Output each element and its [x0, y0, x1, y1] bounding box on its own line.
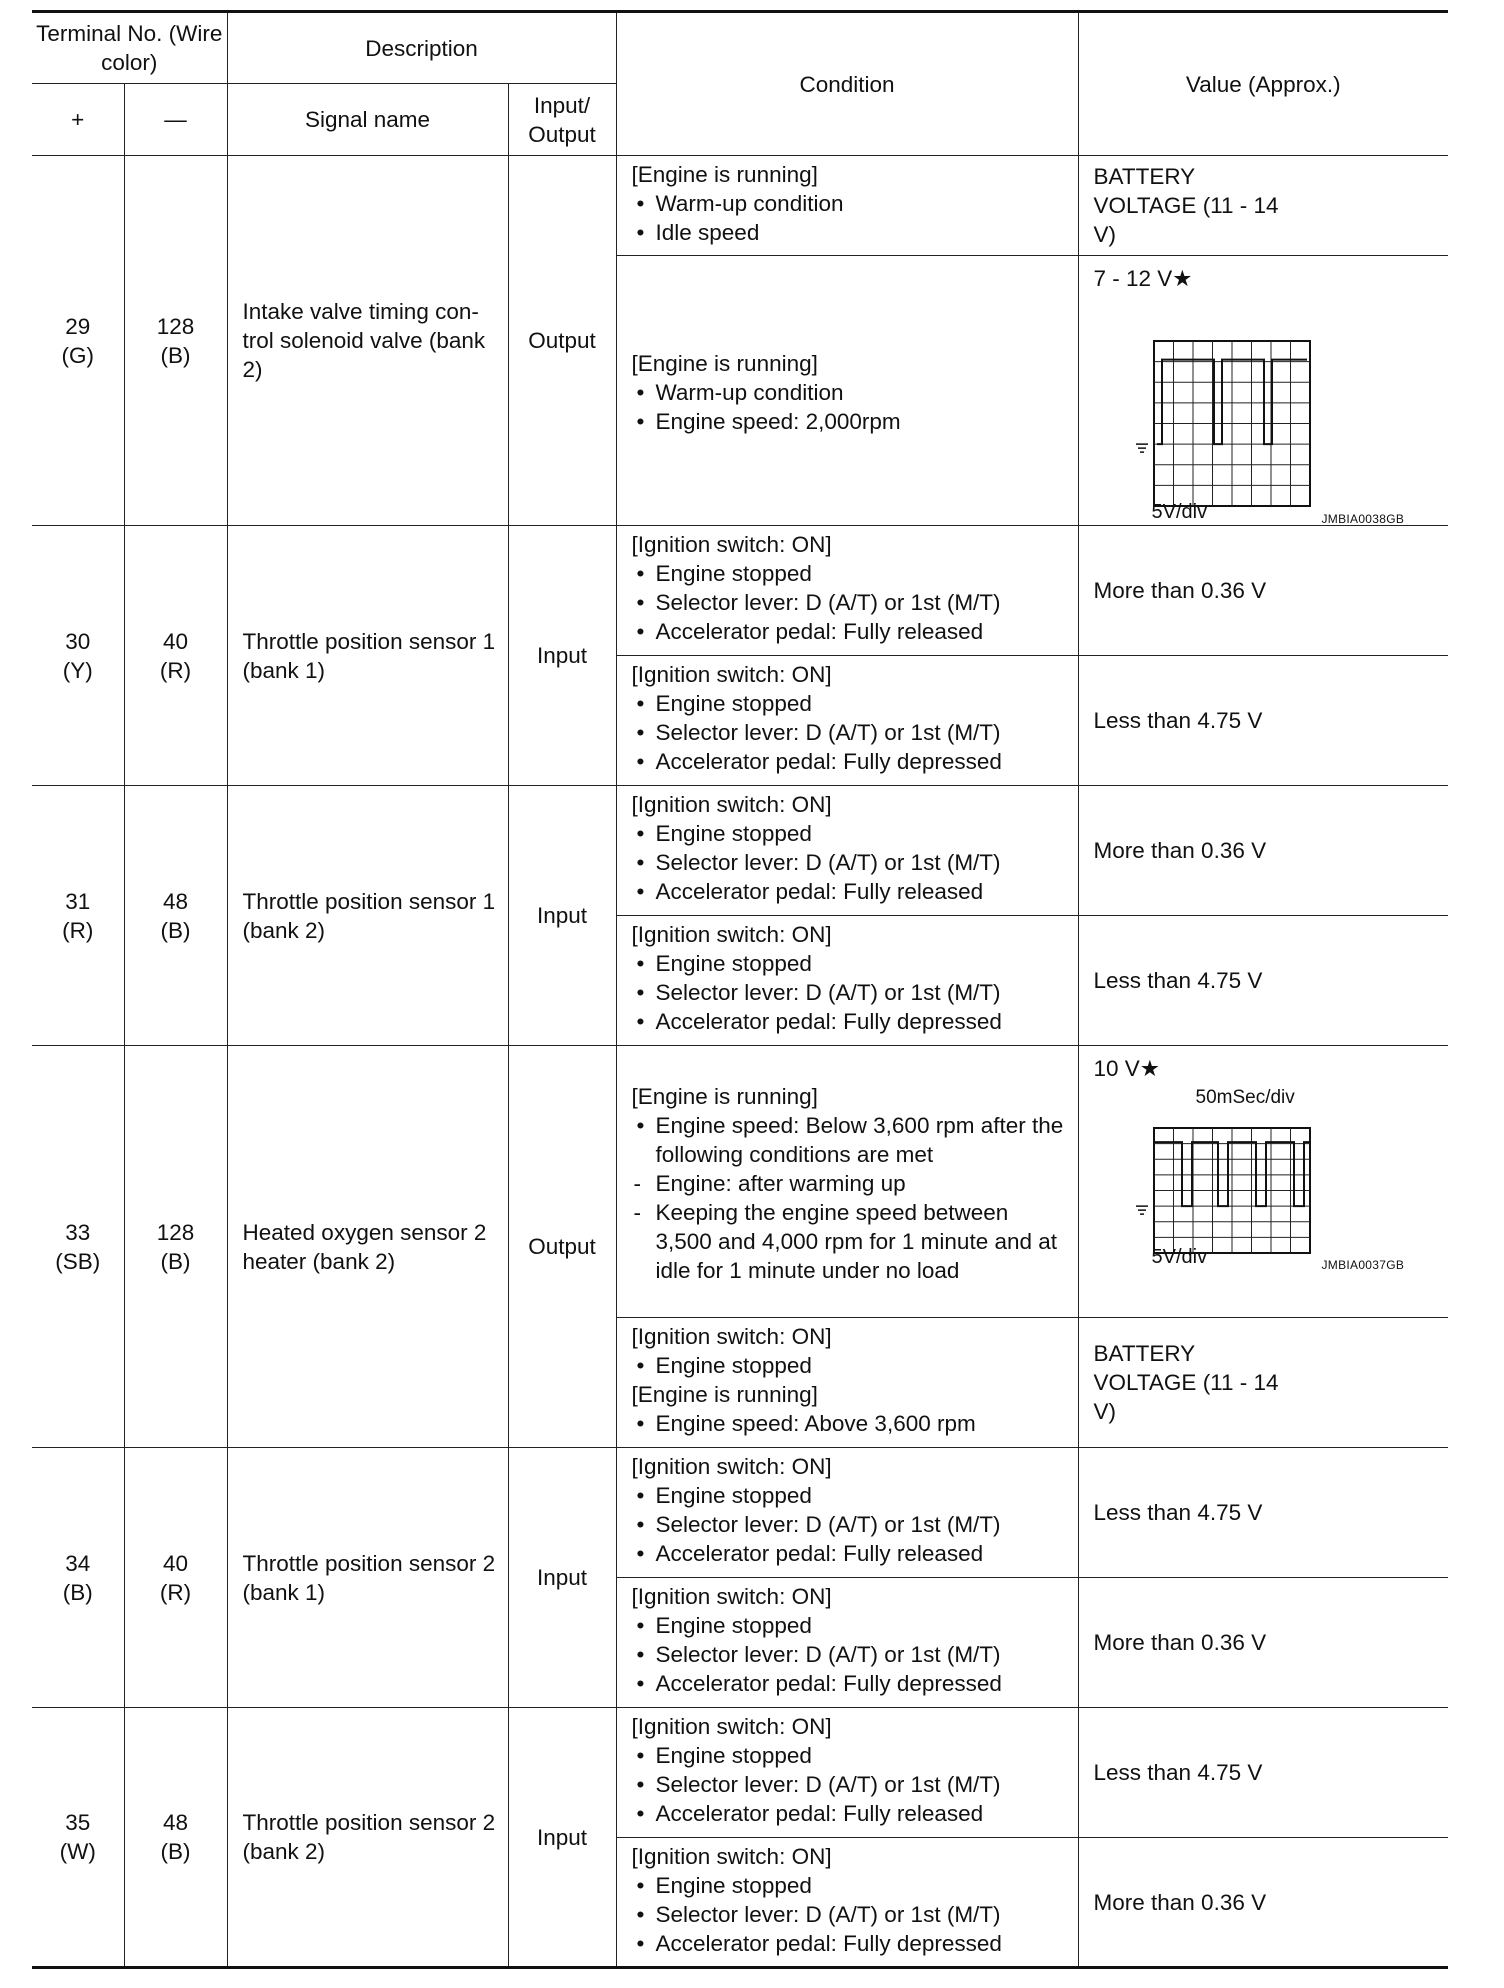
condition-cell	[616, 786, 1078, 916]
condition-line: • Selector lever: D (A/T) or 1st (M/T)	[632, 1640, 1070, 1669]
condition-list	[632, 1582, 1070, 1698]
condition-line: • Selector lever: D (A/T) or 1st (M/T)	[632, 588, 1070, 617]
condition-line: • Warm-up condition	[632, 378, 1070, 407]
condition-line: • Accelerator pedal: Fully depressed	[632, 1007, 1070, 1036]
condition-list	[632, 1452, 1070, 1568]
condition-line: • Accelerator pedal: Fully depressed	[632, 747, 1070, 776]
volts-per-div: 5V/div	[1151, 501, 1208, 523]
table-row	[32, 1046, 1448, 1318]
condition-cell	[616, 1838, 1078, 1968]
figure-code: JMBIA0037GB	[1321, 1258, 1405, 1272]
value-text: 10 V★	[1093, 1056, 1160, 1081]
signal-name: Intake valve timing con-trol solenoid valve (bank 2)	[227, 156, 508, 526]
condition-line: • Selector lever: D (A/T) or 1st (M/T)	[632, 1510, 1070, 1539]
terminal-minus: 40 (R)	[124, 526, 227, 786]
signal-name: Throttle position sensor 1 (bank 1)	[227, 526, 508, 786]
condition-line: [Ignition switch: ON]	[631, 532, 832, 557]
condition-line: • Accelerator pedal: Fully released	[632, 1539, 1070, 1568]
input-output: Input	[508, 526, 616, 786]
signal-name: Heated oxygen sensor 2 heater (bank 2)	[227, 1046, 508, 1448]
condition-cell	[616, 1046, 1078, 1318]
condition-list	[632, 1082, 1070, 1285]
condition-line: • Selector lever: D (A/T) or 1st (M/T)	[632, 718, 1070, 747]
condition-list	[632, 349, 1070, 436]
condition-line: • Engine stopped	[632, 689, 1070, 718]
input-output: Input	[508, 1708, 616, 1968]
condition-cell	[616, 1448, 1078, 1578]
condition-list	[632, 1842, 1070, 1958]
condition-line: • Engine stopped	[632, 819, 1070, 848]
value-cell	[1078, 526, 1448, 656]
condition-line: • Engine stopped	[632, 1871, 1070, 1900]
condition-line: • Selector lever: D (A/T) or 1st (M/T)	[632, 978, 1070, 1007]
input-output: Input	[508, 786, 616, 1046]
value-text: More than 0.36 V	[1093, 578, 1267, 603]
condition-line: [Engine is running]	[631, 1382, 818, 1407]
condition-line: • Accelerator pedal: Fully released	[632, 877, 1070, 906]
time-per-div: 50mSec/div	[1195, 1087, 1295, 1108]
ecm-terminal-table	[32, 10, 1448, 1969]
terminal-plus: 34 (B)	[32, 1448, 124, 1708]
terminal-plus: 29 (G)	[32, 156, 124, 526]
condition-line: • Engine stopped	[632, 1741, 1070, 1770]
condition-list	[632, 530, 1070, 646]
condition-list	[632, 160, 1070, 247]
condition-line: • Engine stopped	[632, 949, 1070, 978]
condition-line: [Ignition switch: ON]	[631, 792, 832, 817]
terminal-table-page	[32, 10, 1448, 1969]
value-text: 7 - 12 V★	[1093, 266, 1193, 291]
table-row	[32, 526, 1448, 656]
value-cell	[1078, 1708, 1448, 1838]
value-text: More than 0.36 V	[1093, 838, 1267, 863]
condition-line: [Ignition switch: ON]	[631, 1454, 832, 1479]
oscilloscope-waveform-icon	[1094, 1083, 1334, 1278]
value-cell	[1078, 1448, 1448, 1578]
minus-header: —	[124, 84, 227, 156]
condition-line: [Ignition switch: ON]	[631, 922, 832, 947]
input-output-header: Input/ Output	[508, 84, 616, 156]
description-header: Description	[227, 12, 616, 84]
condition-cell	[616, 1578, 1078, 1708]
terminal-minus: 128 (B)	[124, 156, 227, 526]
condition-list	[632, 1712, 1070, 1828]
condition-line: [Engine is running]	[631, 1084, 818, 1109]
terminal-header: Terminal No. (Wire color)	[32, 12, 227, 84]
table-row	[32, 156, 1448, 256]
condition-line: [Ignition switch: ON]	[631, 1324, 832, 1349]
terminal-minus: 48 (B)	[124, 786, 227, 1046]
value-cell	[1078, 1578, 1448, 1708]
table-row	[32, 1448, 1448, 1578]
input-output: Input	[508, 1448, 616, 1708]
condition-header: Condition	[616, 12, 1078, 156]
table-row	[32, 786, 1448, 916]
condition-line: [Ignition switch: ON]	[631, 1844, 832, 1869]
condition-line: [Ignition switch: ON]	[631, 1584, 832, 1609]
condition-line: [Ignition switch: ON]	[631, 1714, 832, 1739]
terminal-minus: 48 (B)	[124, 1708, 227, 1968]
condition-line: • Selector lever: D (A/T) or 1st (M/T)	[632, 848, 1070, 877]
condition-line: • Engine speed: 2,000rpm	[632, 407, 1070, 436]
terminal-plus: 33 (SB)	[32, 1046, 124, 1448]
value-text: More than 0.36 V	[1093, 1889, 1267, 1915]
value-cell	[1078, 156, 1448, 256]
value-text: More than 0.36 V	[1093, 1630, 1267, 1655]
value-cell	[1078, 916, 1448, 1046]
condition-cell	[616, 526, 1078, 656]
condition-line: - Keeping the engine speed between 3,500 and 4,000 rpm for 1 minute and at idle for 1 minute under no load	[632, 1198, 1070, 1285]
volts-per-div: 5V/div	[1151, 1246, 1208, 1268]
value-text: Less than 4.75 V	[1093, 968, 1263, 993]
value-text: BATTERY VOLTAGE (11 - 14 V)	[1093, 1341, 1279, 1424]
figure-code: JMBIA0038GB	[1321, 512, 1405, 526]
condition-list	[632, 660, 1070, 776]
condition-line: • Idle speed	[632, 218, 1070, 247]
condition-cell	[616, 1708, 1078, 1838]
condition-line: • Accelerator pedal: Fully depressed	[632, 1929, 1070, 1958]
condition-line: • Selector lever: D (A/T) or 1st (M/T)	[632, 1900, 1070, 1929]
condition-line: • Engine speed: Above 3,600 rpm	[632, 1409, 1070, 1438]
terminal-plus: 30 (Y)	[32, 526, 124, 786]
value-cell	[1078, 1318, 1448, 1448]
condition-line: • Accelerator pedal: Fully released	[632, 1799, 1070, 1828]
waveform-figure	[1094, 293, 1449, 526]
value-text: Less than 4.75 V	[1093, 1500, 1263, 1525]
signal-name: Throttle position sensor 2 (bank 1)	[227, 1448, 508, 1708]
signal-name-header: Signal name	[227, 84, 508, 156]
value-text: Less than 4.75 V	[1093, 708, 1263, 733]
input-output: Output	[508, 156, 616, 526]
oscilloscope-waveform-icon	[1094, 293, 1334, 513]
condition-line: • Engine stopped	[632, 559, 1070, 588]
condition-cell	[616, 656, 1078, 786]
terminal-minus: 40 (R)	[124, 1448, 227, 1708]
value-cell	[1078, 256, 1448, 526]
condition-line: • Engine stopped	[632, 1481, 1070, 1510]
plus-header: +	[32, 84, 124, 156]
terminal-plus: 31 (R)	[32, 786, 124, 1046]
condition-line: [Engine is running]	[631, 162, 818, 187]
condition-line: [Engine is running]	[631, 351, 818, 376]
value-cell	[1078, 786, 1448, 916]
table-row	[32, 1708, 1448, 1838]
condition-line: • Engine speed: Below 3,600 rpm after the following conditions are met	[632, 1111, 1070, 1169]
value-header: Value (Approx.)	[1078, 12, 1448, 156]
condition-line: - Engine: after warming up	[632, 1169, 1070, 1198]
value-cell	[1078, 1838, 1448, 1968]
condition-line: [Ignition switch: ON]	[631, 662, 832, 687]
signal-name: Throttle position sensor 1 (bank 2)	[227, 786, 508, 1046]
value-text: BATTERY VOLTAGE (11 - 14 V)	[1093, 164, 1279, 247]
waveform-figure	[1094, 1083, 1449, 1278]
value-cell	[1078, 1046, 1448, 1318]
condition-line: • Engine stopped	[632, 1611, 1070, 1640]
input-output: Output	[508, 1046, 616, 1448]
terminal-minus: 128 (B)	[124, 1046, 227, 1448]
condition-list	[632, 1322, 1070, 1438]
condition-cell	[616, 916, 1078, 1046]
condition-cell	[616, 256, 1078, 526]
condition-line: • Selector lever: D (A/T) or 1st (M/T)	[632, 1770, 1070, 1799]
condition-line: • Warm-up condition	[632, 189, 1070, 218]
condition-cell	[616, 1318, 1078, 1448]
condition-line: • Accelerator pedal: Fully released	[632, 617, 1070, 646]
condition-list	[632, 790, 1070, 906]
condition-line: • Engine stopped	[632, 1351, 1070, 1380]
signal-name: Throttle position sensor 2 (bank 2)	[227, 1708, 508, 1968]
condition-list	[632, 920, 1070, 1036]
value-cell	[1078, 656, 1448, 786]
value-text: Less than 4.75 V	[1093, 1760, 1263, 1785]
condition-cell	[616, 156, 1078, 256]
terminal-plus: 35 (W)	[32, 1708, 124, 1968]
condition-line: • Accelerator pedal: Fully depressed	[632, 1669, 1070, 1698]
